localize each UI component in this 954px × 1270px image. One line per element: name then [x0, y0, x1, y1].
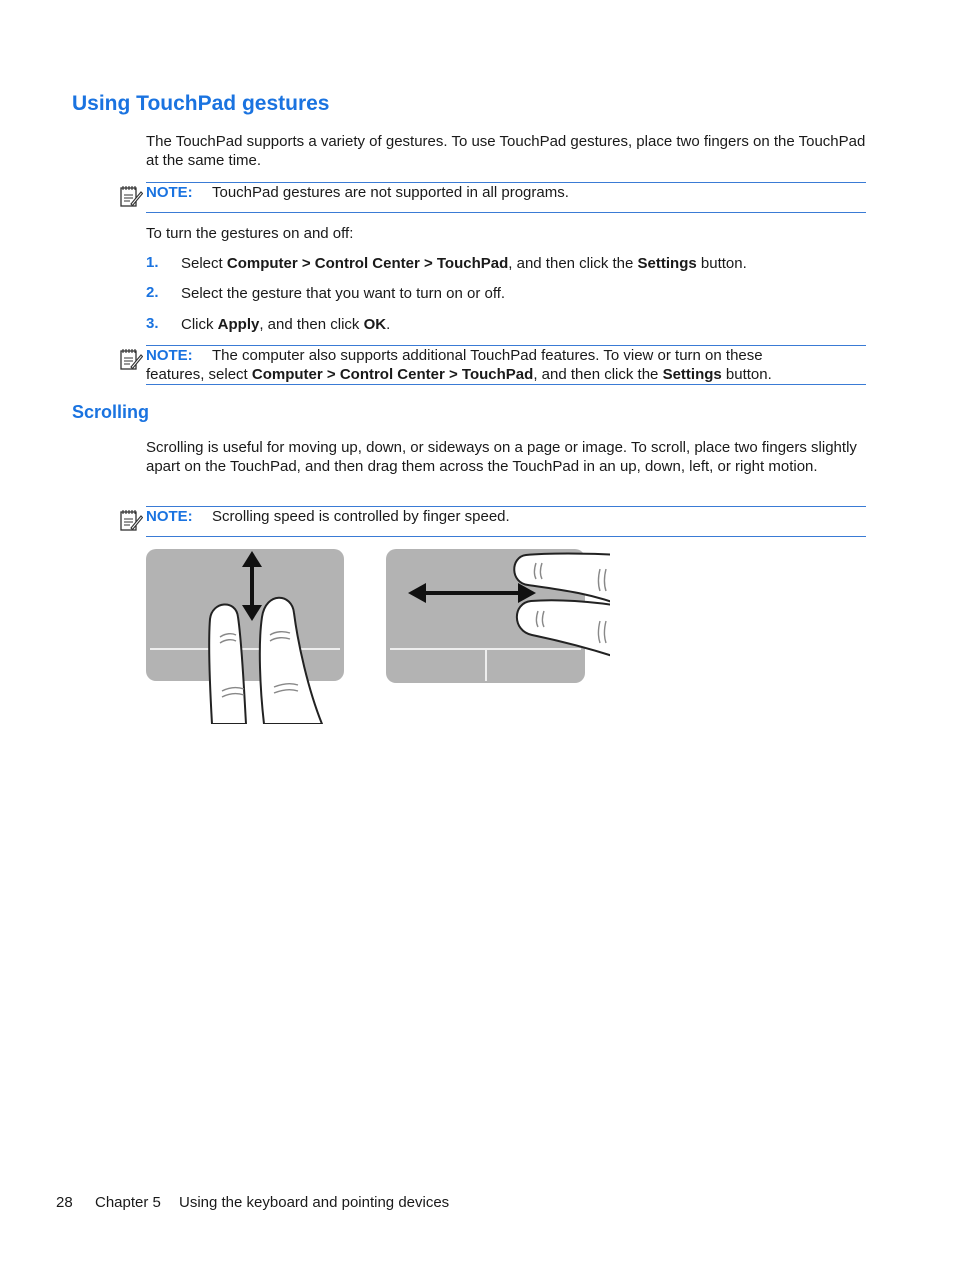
- footer-chapter: Chapter 5: [95, 1194, 161, 1211]
- step-text: Click Apply, and then click OK.: [181, 316, 391, 333]
- step-text: Select the gesture that you want to turn on or off.: [181, 285, 506, 302]
- step-number: 3.: [146, 315, 159, 332]
- note-bottom-rule: [146, 536, 866, 537]
- note-text: TouchPad gestures are not supported in all programs.: [212, 184, 569, 201]
- step-number: 2.: [146, 284, 159, 301]
- intro-paragraph: The TouchPad supports a variety of gestures. To use TouchPad gestures, place two fingers on the TouchPad at the same time.: [146, 133, 866, 169]
- footer-page-number: 28: [56, 1194, 73, 1211]
- note-label: NOTE:: [146, 184, 193, 201]
- steps-intro: To turn the gestures on and off:: [146, 225, 354, 242]
- note-text-line1: The computer also supports additional TouchPad features. To view or turn on these: [212, 347, 763, 364]
- step-number: 1.: [146, 254, 159, 271]
- section-title: Scrolling: [72, 402, 150, 422]
- note-label: NOTE:: [146, 347, 193, 364]
- horizontal-scroll-gesture-illustration: [386, 549, 631, 689]
- page-title: Using TouchPad gestures: [72, 92, 330, 115]
- note-text-line2: features, select Computer > Control Center > TouchPad, and then click the Settings button.: [146, 366, 772, 383]
- step-text: Select Computer > Control Center > TouchPad, and then click the Settings button.: [181, 255, 747, 272]
- note-pad-icon: [119, 508, 143, 532]
- note-pad-icon: [119, 184, 143, 208]
- note-label: NOTE:: [146, 508, 193, 525]
- scrolling-paragraph: Scrolling is useful for moving up, down, or sideways on a page or image. To scroll, place two fingers slightly apart on the TouchPad, and then drag them across the TouchPad in an up, down, left, or right motion.: [146, 439, 857, 475]
- note-bottom-rule: [146, 212, 866, 213]
- note-text: Scrolling speed is controlled by finger speed.: [212, 508, 510, 525]
- note-bottom-rule: [146, 384, 866, 385]
- vertical-scroll-gesture-illustration: [146, 549, 346, 724]
- note-pad-icon: [119, 347, 143, 371]
- footer-chapter-title: Using the keyboard and pointing devices: [179, 1194, 450, 1211]
